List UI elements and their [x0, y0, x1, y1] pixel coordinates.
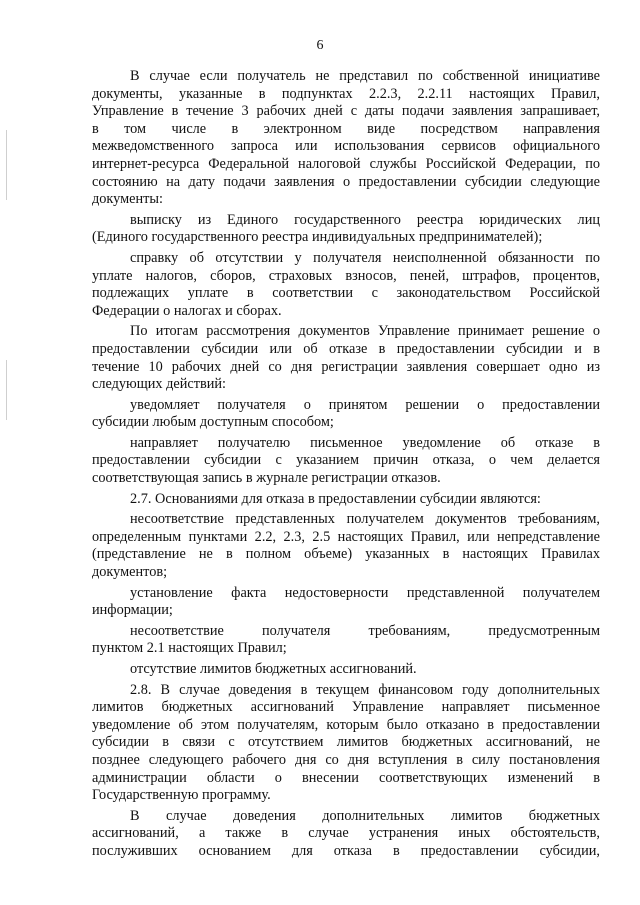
text-line: Федерации о налогах и сборах. [92, 302, 282, 319]
text-line: (Единого государственного реестра индивидуальных предпринимателей); [92, 229, 543, 246]
text-line: документов; [92, 564, 168, 581]
text-line: состоянию на дату подачи заявления о предоставлении субсидии следующие [92, 173, 600, 190]
text-line: В случае доведения дополнительных лимитов бюджетных [130, 807, 600, 824]
text-line: 2.8. В случае доведения в текущем финансовом году дополнительных [130, 681, 600, 698]
text-line: выписку из Единого государственного реестра юридических лиц [130, 211, 600, 228]
document-body [92, 68, 600, 861]
text-line: пунктом 2.1 настоящих Правил; [92, 640, 287, 657]
text-line: определенным пунктами 2.2, 2.3, 2.5 настоящих Правил, или непредставление [92, 528, 600, 545]
text-line: течение 10 рабочих дней со дня регистрации заявления совершает одно из [92, 358, 600, 375]
text-line: ассигнований, а также в случае устранения иных обстоятельств, [92, 825, 600, 842]
text-line: информации; [92, 602, 173, 619]
text-line: позднее следующего рабочего дня со дня вступления в силу постановления [92, 751, 600, 768]
text-line: несоответствие представленных получателем документов требованиям, [130, 511, 600, 528]
text-line: интернет-ресурса Федеральной налоговой службы Российской Федерации, по [92, 155, 600, 172]
text-line: предоставлении субсидии или об отказе в предоставлении субсидии и в [92, 340, 600, 357]
text-line: документы: [92, 191, 163, 208]
text-line: В случае если получатель не представил по собственной инициативе [130, 68, 600, 84]
text-line: Управление в течение 3 рабочих дней с даты подачи заявления запрашивает, [92, 103, 600, 120]
text-line: субсидии любым доступным способом; [92, 414, 334, 431]
text-line: предоставлении субсидии с указанием причин отказа, о чем делается [92, 452, 600, 469]
text-line: справку об отсутствии у получателя неисполненной обязанности по [130, 249, 600, 266]
text-line: субсидии в связи с отсутствием лимитов бюджетных ассигнований, не [92, 734, 600, 751]
text-line: документы, указанные в подпунктах 2.2.3, 2.2.11 настоящих Правил, [92, 85, 600, 102]
text-line: подлежащих уплате в соответствии с законодательством Российской [92, 285, 600, 302]
text-line: в том числе в электронном виде посредством направления [92, 120, 600, 137]
text-line: По итогам рассмотрения документов Управление принимает решение о [130, 323, 600, 340]
margin-scan-mark [6, 130, 7, 200]
text-line: администрации области о внесении соответствующих изменений в [92, 769, 600, 786]
text-line: уведомление об этом получателям, которым было отказано в предоставлении [92, 716, 600, 733]
text-line: уплате налогов, сборов, страховых взносов, пеней, штрафов, процентов, [92, 267, 600, 284]
text-line: уведомляет получателя о принятом решении о предоставлении [130, 396, 600, 413]
text-line: 2.7. Основаниями для отказа в предоставлении субсидии являются: [130, 490, 541, 507]
text-line: соответствующая запись в журнале регистрации отказов. [92, 470, 441, 487]
text-line: следующих действий: [92, 376, 227, 393]
text-line: послуживших основанием для отказа в предоставлении субсидии, [92, 842, 600, 859]
text-line: несоответствие получателя требованиям, предусмотренным [130, 622, 600, 639]
text-line: установление факта недостоверности представленной получателем [130, 584, 600, 601]
text-line: отсутствие лимитов бюджетных ассигнований. [130, 661, 417, 677]
page-number: 6 [316, 38, 324, 53]
text-line: направляет получателю письменное уведомление об отказе в [130, 434, 600, 451]
margin-scan-mark [6, 360, 7, 420]
text-line: Государственную программу. [92, 787, 271, 804]
text-line: (представление не в полном объеме) указанных в настоящих Правилах [92, 546, 600, 563]
text-line: лимитов бюджетных ассигнований Управление направляет письменное [92, 699, 600, 716]
text-line: межведомственного запроса или использования сервисов официального [92, 138, 600, 155]
